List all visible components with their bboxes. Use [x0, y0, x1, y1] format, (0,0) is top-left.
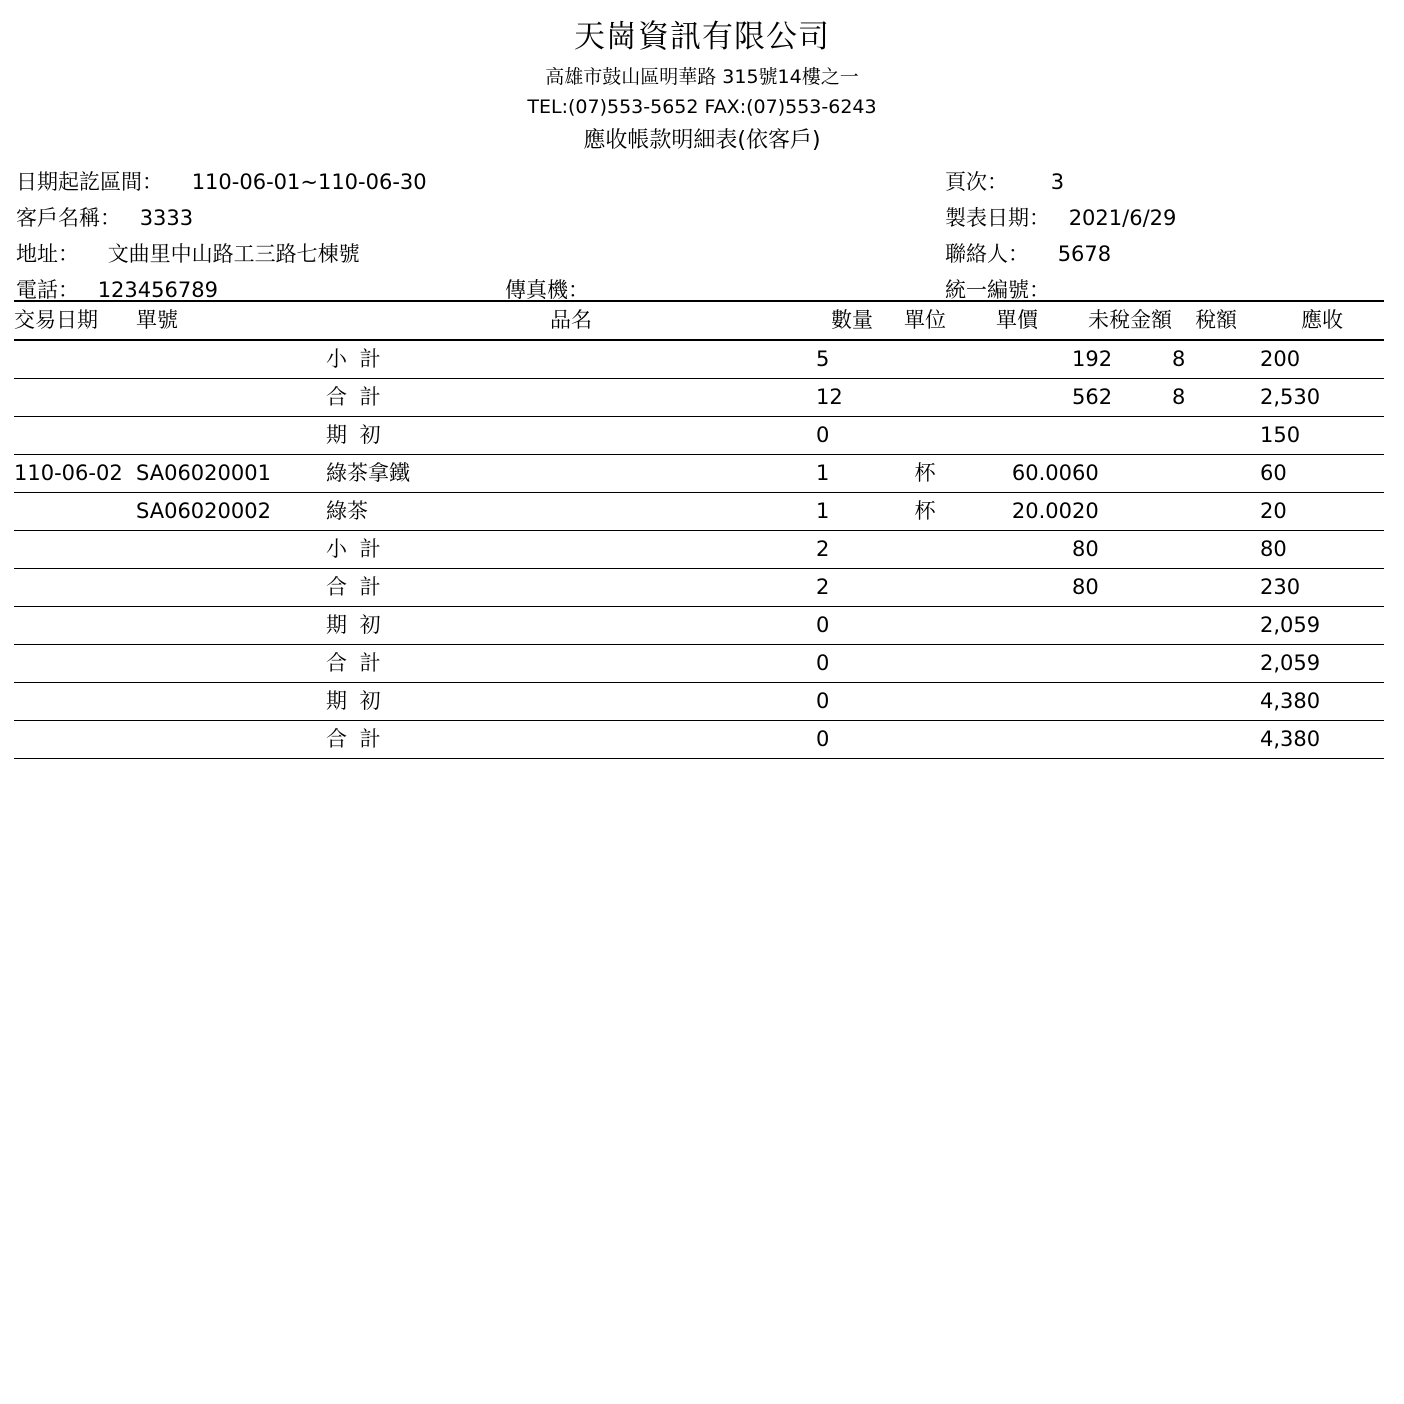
- cell-tax: [1172, 568, 1260, 606]
- meta-page-label: 頁次：: [945, 169, 1008, 194]
- table-row: [14, 340, 1384, 379]
- cell-price: 60.00: [962, 454, 1072, 492]
- cell-unit: [888, 340, 962, 379]
- cell-order-no: [136, 568, 326, 606]
- cell-item: 期 初: [326, 606, 816, 644]
- cell-unit: [888, 378, 962, 416]
- meta-print-date-label: 製表日期：: [945, 205, 1050, 230]
- meta-date-range: [16, 166, 427, 196]
- column-header-date: 交易日期: [14, 301, 136, 340]
- cell-amount: 80: [1072, 568, 1172, 606]
- cell-tax: [1172, 682, 1260, 720]
- meta-customer-value: 3333: [139, 205, 194, 230]
- table-body: [14, 340, 1384, 759]
- report-meta: [0, 162, 1404, 302]
- meta-contact-label: 聯絡人：: [945, 241, 1029, 266]
- cell-item: 綠茶拿鐵: [326, 454, 816, 492]
- cell-date: [14, 568, 136, 606]
- cell-qty: 0: [816, 720, 888, 758]
- column-header-receivable: 應收: [1260, 301, 1384, 340]
- cell-tax: [1172, 530, 1260, 568]
- cell-unit: [888, 644, 962, 682]
- table-header: [14, 301, 1384, 340]
- cell-amount: 192: [1072, 340, 1172, 379]
- meta-tax-id-label: 統一編號：: [945, 277, 1050, 302]
- cell-item: 合 計: [326, 644, 816, 682]
- cell-item: 合 計: [326, 568, 816, 606]
- table-header-row: [14, 301, 1384, 340]
- cell-date: [14, 606, 136, 644]
- cell-date: [14, 416, 136, 454]
- meta-customer-label: 客戶名稱：: [16, 205, 121, 230]
- meta-phone: [16, 274, 218, 304]
- table-row: [14, 568, 1384, 606]
- table-row: [14, 644, 1384, 682]
- cell-qty: 0: [816, 606, 888, 644]
- cell-receivable: 60: [1260, 454, 1384, 492]
- cell-price: [962, 416, 1072, 454]
- cell-item: 小 計: [326, 340, 816, 379]
- cell-tax: 8: [1172, 378, 1260, 416]
- cell-unit: [888, 682, 962, 720]
- cell-receivable: 150: [1260, 416, 1384, 454]
- cell-price: [962, 378, 1072, 416]
- cell-tax: 8: [1172, 340, 1260, 379]
- cell-tax: [1172, 606, 1260, 644]
- cell-receivable: 20: [1260, 492, 1384, 530]
- meta-page-value: 3: [1050, 169, 1065, 194]
- cell-receivable: 2,530: [1260, 378, 1384, 416]
- cell-amount: 562: [1072, 378, 1172, 416]
- cell-unit: [888, 416, 962, 454]
- cell-order-no: [136, 340, 326, 379]
- table-row: [14, 606, 1384, 644]
- cell-qty: 1: [816, 454, 888, 492]
- meta-address-label: 地址：: [16, 241, 79, 266]
- cell-item: 期 初: [326, 416, 816, 454]
- cell-tax: [1172, 454, 1260, 492]
- cell-unit: [888, 720, 962, 758]
- cell-qty: 2: [816, 530, 888, 568]
- cell-unit: 杯: [888, 492, 962, 530]
- cell-date: [14, 644, 136, 682]
- company-name: 天崗資訊有限公司: [574, 19, 830, 55]
- cell-item: 綠茶: [326, 492, 816, 530]
- cell-order-no: [136, 378, 326, 416]
- table-row: [14, 720, 1384, 758]
- meta-print-date: [945, 202, 1176, 232]
- cell-amount: 60: [1072, 454, 1172, 492]
- meta-date-range-label: 日期起訖區間：: [16, 169, 163, 194]
- cell-order-no: [136, 720, 326, 758]
- meta-tax-id: [945, 274, 1069, 304]
- cell-qty: 12: [816, 378, 888, 416]
- meta-print-date-value: 2021/6/29: [1068, 205, 1177, 230]
- column-header-item: 品名: [326, 301, 816, 340]
- cell-price: [962, 644, 1072, 682]
- cell-price: [962, 606, 1072, 644]
- cell-unit: 杯: [888, 454, 962, 492]
- cell-receivable: 200: [1260, 340, 1384, 379]
- cell-price: [962, 682, 1072, 720]
- cell-item: 合 計: [326, 378, 816, 416]
- cell-receivable: 80: [1260, 530, 1384, 568]
- cell-qty: 2: [816, 568, 888, 606]
- cell-unit: [888, 568, 962, 606]
- cell-price: [962, 720, 1072, 758]
- cell-order-no: [136, 530, 326, 568]
- company-address: 高雄市鼓山區明華路 315號14樓之一: [545, 65, 859, 88]
- document-header: [0, 0, 1404, 156]
- cell-date: [14, 492, 136, 530]
- cell-qty: 1: [816, 492, 888, 530]
- cell-date: [14, 682, 136, 720]
- column-header-price: 單價: [962, 301, 1072, 340]
- meta-phone-value: 123456789: [97, 277, 218, 302]
- table-row: [14, 530, 1384, 568]
- cell-item: 小 計: [326, 530, 816, 568]
- cell-order-no: [136, 606, 326, 644]
- cell-qty: 5: [816, 340, 888, 379]
- cell-amount: [1072, 644, 1172, 682]
- cell-date: [14, 378, 136, 416]
- table-row: [14, 682, 1384, 720]
- cell-order-no: SA06020002: [136, 492, 326, 530]
- column-header-amount: 未稅金額: [1072, 301, 1172, 340]
- cell-item: 期 初: [326, 682, 816, 720]
- cell-tax: [1172, 720, 1260, 758]
- table-row: [14, 416, 1384, 454]
- cell-amount: [1072, 416, 1172, 454]
- column-header-unit: 單位: [888, 301, 962, 340]
- cell-receivable: 2,059: [1260, 606, 1384, 644]
- cell-order-no: SA06020001: [136, 454, 326, 492]
- meta-page: [945, 166, 1064, 196]
- meta-contact-value: 5678: [1057, 241, 1112, 266]
- cell-date: [14, 720, 136, 758]
- table-row: [14, 454, 1384, 492]
- meta-fax: [505, 274, 608, 304]
- meta-phone-label: 電話：: [16, 277, 79, 302]
- cell-qty: 0: [816, 644, 888, 682]
- cell-qty: 0: [816, 682, 888, 720]
- cell-price: [962, 568, 1072, 606]
- table-row: [14, 492, 1384, 530]
- cell-item: 合 計: [326, 720, 816, 758]
- cell-tax: [1172, 492, 1260, 530]
- meta-address: [16, 238, 360, 268]
- table-row: [14, 378, 1384, 416]
- cell-amount: [1072, 682, 1172, 720]
- meta-customer: [16, 202, 193, 232]
- cell-unit: [888, 530, 962, 568]
- meta-contact: [945, 238, 1111, 268]
- cell-date: [14, 530, 136, 568]
- cell-date: 110-06-02: [14, 454, 136, 492]
- cell-price: 20.00: [962, 492, 1072, 530]
- cell-unit: [888, 606, 962, 644]
- meta-date-range-value: 110-06-01~110-06-30: [191, 169, 427, 194]
- meta-address-value: 文曲里中山路工三路七棟號: [107, 241, 360, 266]
- cell-receivable: 4,380: [1260, 720, 1384, 758]
- receivables-table: [14, 300, 1384, 759]
- column-header-order-no: 單號: [136, 301, 326, 340]
- meta-fax-label: 傳真機：: [505, 277, 589, 302]
- cell-receivable: 2,059: [1260, 644, 1384, 682]
- cell-amount: 20: [1072, 492, 1172, 530]
- cell-qty: 0: [816, 416, 888, 454]
- cell-order-no: [136, 682, 326, 720]
- cell-price: [962, 530, 1072, 568]
- column-header-tax: 稅額: [1172, 301, 1260, 340]
- cell-date: [14, 340, 136, 379]
- cell-receivable: 230: [1260, 568, 1384, 606]
- cell-amount: [1072, 720, 1172, 758]
- cell-amount: [1072, 606, 1172, 644]
- cell-receivable: 4,380: [1260, 682, 1384, 720]
- cell-order-no: [136, 644, 326, 682]
- cell-amount: 80: [1072, 530, 1172, 568]
- company-phone-fax: TEL:(07)553-5652 FAX:(07)553-6243: [527, 96, 877, 119]
- cell-tax: [1172, 416, 1260, 454]
- cell-price: [962, 340, 1072, 379]
- column-header-qty: 數量: [816, 301, 888, 340]
- cell-order-no: [136, 416, 326, 454]
- cell-tax: [1172, 644, 1260, 682]
- report-title: 應收帳款明細表(依客戶): [583, 128, 821, 154]
